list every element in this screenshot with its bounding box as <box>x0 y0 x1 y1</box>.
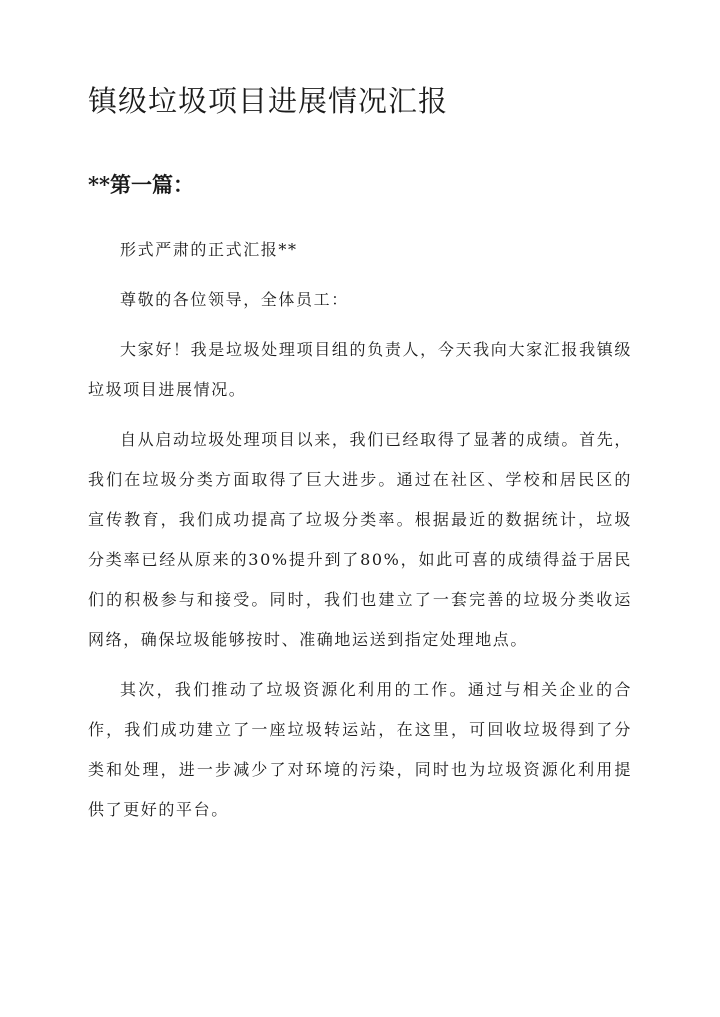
paragraph-salutation: 尊敬的各位领导，全体员工： <box>120 290 349 309</box>
paragraph-greeting: 大家好！我是垃圾处理项目组的负责人，今天我向大家汇报我镇级垃圾项目进展情况。 <box>88 340 632 399</box>
section-heading: **第一篇： <box>88 172 194 197</box>
paragraph-resource-utilization: 其次，我们推动了垃圾资源化利用的工作。通过与相关企业的合作，我们成功建立了一座垃圾转运站，在这里，可回收垃圾得到了分类和处理，进一步减少了对环境的污染，同时也为垃圾资源化利用提供了更好的平台。 <box>88 680 632 819</box>
document-body <box>88 230 632 840</box>
document-title: 镇级垃圾项目进展情况汇报 <box>88 84 449 118</box>
paragraph-subtitle: 形式严肃的正式汇报** <box>120 240 298 259</box>
paragraph-achievements: 自从启动垃圾处理项目以来，我们已经取得了显著的成绩。首先，我们在垃圾分类方面取得了巨大进步。通过在社区、学校和居民区的宣传教育，我们成功提高了垃圾分类率。根据最近的数据统计，垃圾分类率已经从原来的30%提升到了80%，如此可喜的成绩得益于居民们的积极参与和接受。同时，我们也建立了一套完善的垃圾分类收运网络，确保垃圾能够按时、准确地运送到指定处理地点。 <box>88 430 632 649</box>
